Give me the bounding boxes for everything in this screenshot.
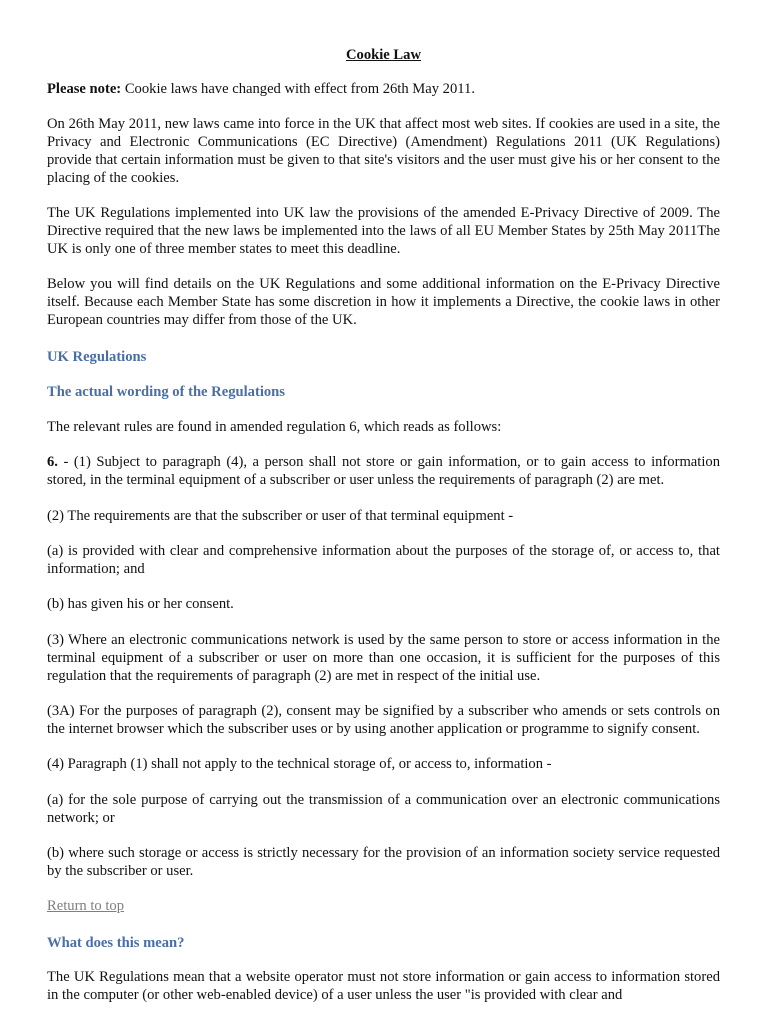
return-to-top-link[interactable]: Return to top [47,898,125,915]
heading-actual-wording: The actual wording of the Regulations [47,384,285,401]
return-to-top-paragraph [47,898,720,916]
regulation-6-1-text: - (1) Subject to paragraph (4), a person shall not store or gain information, or to gain access to information stored, in the terminal equipment of a subscriber or user unless the requirements of paragraph (2) are met. [47,454,720,489]
document-body [47,46,720,1005]
meaning-paragraph: The UK Regulations mean that a website operator must not store information or gain access to information stored in the computer (or other web-enabled device) of a user unless the user "is provided with clear and [47,969,720,1004]
heading-uk-regulations: UK Regulations [47,348,147,365]
note-label: Please note: [47,81,122,97]
intro-paragraph-3: Below you will find details on the UK Regulations and some additional information on the E-Privacy Directive itself. Because each Member State has some discretion in how it implements a Directive, the cookie laws in other European countries may differ from those of the UK. [47,276,720,329]
regulation-6-4b: (b) where such storage or access is strictly necessary for the provision of an information society service requested by the subscriber or user. [47,845,720,879]
rules-paragraph: The relevant rules are found in amended regulation 6, which reads as follows: [47,418,502,435]
note-text: Cookie laws have changed with effect from 26th May 2011. [121,81,475,97]
regulation-6-3: (3) Where an electronic communications network is used by the same person to store or access information in the terminal equipment of a subscriber or user on more than one occasion, it is sufficient for the purposes of this regulation that the requirements of paragraph (2) are met in respect of the initial use. [47,631,720,684]
regulation-6-3a: (3A) For the purposes of paragraph (2), consent may be signified by a subscriber who amends or sets controls on the internet browser which the subscriber uses or by using another application or programme to signify consent. [47,702,720,737]
regulation-6-2: (2) The requirements are that the subscriber or user of that terminal equipment - [47,507,514,524]
regulation-6-1 [47,454,720,490]
regulation-6-2b: (b) has given his or her consent. [47,596,234,613]
intro-paragraph-2: The UK Regulations implemented into UK law the provisions of the amended E-Privacy Directive of 2009. The Directive required that the new laws be implemented into the laws of all EU Member States by 25th May 2011The UK is only one of three member states to meet this deadline. [47,205,720,257]
heading-what-mean: What does this mean? [47,934,185,951]
regulation-6-4a: (a) for the sole purpose of carrying out the transmission of a communication over an electronic communications network; or [47,791,720,826]
regulation-6-2a: (a) is provided with clear and comprehensive information about the purposes of the storage of, or access to, that information; and [47,543,720,577]
page-title: Cookie Law [346,47,421,63]
intro-paragraph-1: On 26th May 2011, new laws came into force in the UK that affect most web sites. If cookies are used in a site, the Privacy and Electronic Communications (EC Directive) (Amendment) Regulations 2011 (UK Regulations) provide that certain information must be given to that site's visitors and the user must give his or her consent to the placing of the cookies. [47,116,720,186]
regulation-number: 6. [47,454,58,471]
note-paragraph [47,81,720,99]
regulation-6-4: (4) Paragraph (1) shall not apply to the technical storage of, or access to, information - [47,756,552,773]
